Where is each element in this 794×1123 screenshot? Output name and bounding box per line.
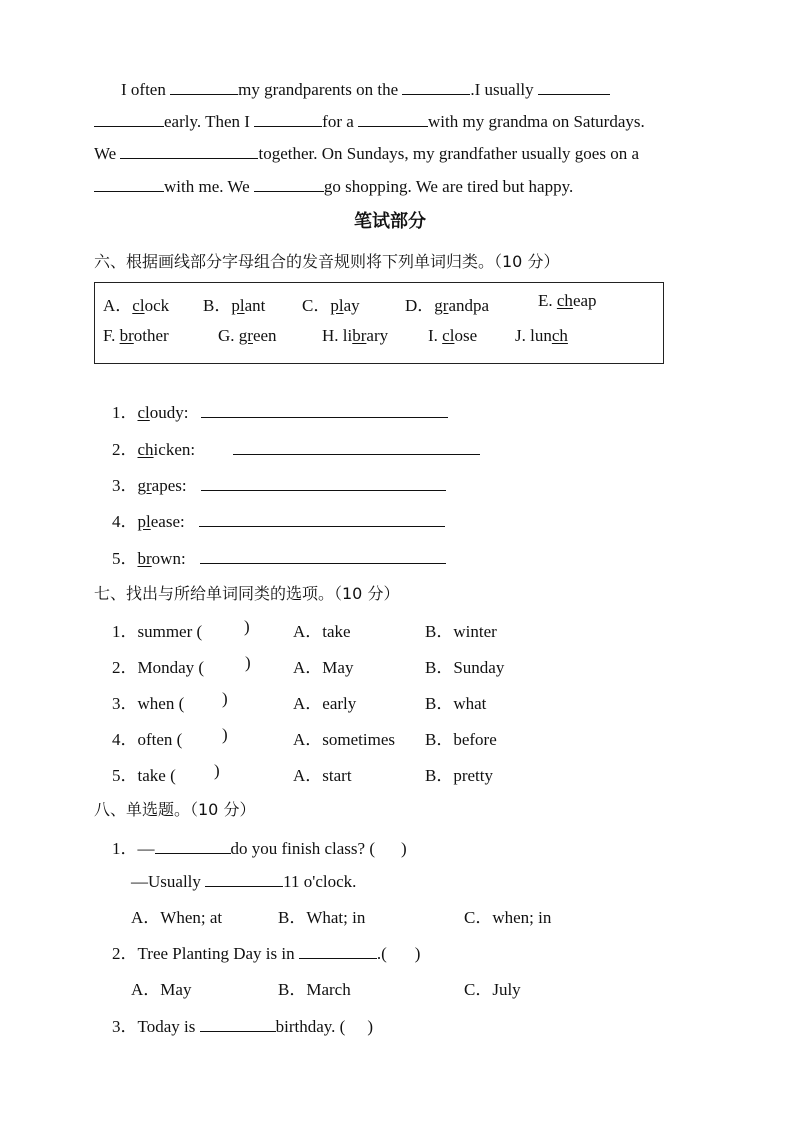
- q7-option-a[interactable]: A．sometimes: [293, 730, 395, 749]
- q6-heading: 六、根据画线部分字母组合的发音规则将下列单词归类。（10 分）: [94, 252, 560, 271]
- answer-line[interactable]: [201, 417, 448, 418]
- passage-line-2: early. Then I for a with my grandma on Saturdays.: [94, 109, 645, 132]
- q7-option-a[interactable]: A．start: [293, 766, 352, 785]
- q7-word: 1．summer (: [112, 622, 203, 641]
- q6-option: A．clock: [103, 296, 170, 315]
- q8-q1-option-b[interactable]: B．What; in: [278, 908, 366, 927]
- q6-item: 1．cloudy:: [112, 403, 189, 422]
- passage-line-4: with me. We go shopping. We are tired but happy.: [94, 174, 573, 197]
- answer-blank[interactable]: [94, 174, 164, 192]
- answer-blank[interactable]: [358, 109, 428, 127]
- underlined-letters: gr: [137, 476, 152, 495]
- q7-word: 5．take (: [112, 766, 176, 785]
- underlined-letters: cl: [132, 296, 145, 315]
- answer-blank[interactable]: [254, 109, 322, 127]
- q8-question-2: 2．Tree Planting Day is in .( ): [112, 939, 420, 964]
- q7-option-a[interactable]: A．take: [293, 622, 351, 641]
- q6-option: J. lunch: [515, 326, 568, 345]
- q7-option-a[interactable]: A．May: [293, 658, 354, 677]
- underlined-letters: ch: [137, 440, 154, 459]
- underlined-letters: cl: [442, 326, 455, 345]
- q7-answer-paren[interactable]: ): [244, 617, 250, 636]
- q8-heading: 八、单选题。（10 分）: [94, 800, 256, 819]
- answer-line[interactable]: [199, 526, 445, 527]
- answer-blank[interactable]: [94, 109, 164, 127]
- q7-answer-paren[interactable]: ): [214, 761, 220, 780]
- underlined-letters: br: [119, 326, 134, 345]
- answer-blank[interactable]: [170, 77, 238, 95]
- q7-word: 4．often (: [112, 730, 183, 749]
- q6-item: 3．grapes:: [112, 476, 187, 495]
- underlined-letters: gr: [434, 296, 449, 315]
- q7-option-b[interactable]: B．Sunday: [425, 658, 505, 677]
- answer-line[interactable]: [201, 490, 446, 491]
- passage-line-1: I often my grandparents on the .I usually: [121, 77, 610, 100]
- q7-heading: 七、找出与所给单词同类的选项。（10 分）: [94, 584, 400, 603]
- q7-word: 2．Monday (: [112, 658, 205, 677]
- q8-question-3: 3．Today is birthday. ( ): [112, 1012, 373, 1037]
- q6-option: D．grandpa: [405, 296, 490, 315]
- underlined-letters: gr: [238, 326, 253, 345]
- q7-option-b[interactable]: B．what: [425, 694, 487, 713]
- answer-blank[interactable]: [200, 1014, 276, 1032]
- q7-option-b[interactable]: B．before: [425, 730, 497, 749]
- q7-answer-paren[interactable]: ): [245, 653, 251, 672]
- underlined-letters: pl: [231, 296, 245, 315]
- q7-option-a[interactable]: A．early: [293, 694, 357, 713]
- q6-item: 5．brown:: [112, 549, 186, 568]
- underlined-letters: ch: [556, 291, 573, 310]
- answer-blank[interactable]: [538, 77, 610, 95]
- answer-blank[interactable]: [205, 869, 283, 887]
- q6-option: I. close: [428, 326, 478, 345]
- answer-blank[interactable]: [299, 941, 377, 959]
- underlined-letters: ch: [551, 326, 568, 345]
- answer-blank[interactable]: [402, 77, 470, 95]
- q6-item: 2．chicken:: [112, 440, 196, 459]
- q8-q1-option-a[interactable]: A．When; at: [131, 908, 223, 927]
- q7-option-b[interactable]: B．winter: [425, 622, 497, 641]
- q6-option: G. green: [218, 326, 277, 345]
- answer-line[interactable]: [233, 454, 480, 455]
- underlined-letters: pl: [137, 512, 151, 531]
- passage-line-3: We together. On Sundays, my grandfather usually goes on a: [94, 141, 639, 164]
- q8-q2-option-a[interactable]: A．May: [131, 980, 192, 999]
- underlined-letters: pl: [330, 296, 344, 315]
- q8-question-1-reply: —Usually 11 o'clock.: [131, 869, 356, 892]
- section-title: 笔试部分: [354, 211, 426, 232]
- answer-blank[interactable]: [120, 141, 258, 159]
- q6-option: F. brother: [103, 326, 169, 345]
- underlined-letters: br: [352, 326, 367, 345]
- q8-q2-option-c[interactable]: C．July: [464, 980, 521, 999]
- q8-q2-option-b[interactable]: B．March: [278, 980, 351, 999]
- q7-answer-paren[interactable]: ): [222, 725, 228, 744]
- q8-q1-option-c[interactable]: C．when; in: [464, 908, 552, 927]
- q6-option: B．plant: [203, 296, 266, 315]
- q6-option: E. cheap: [538, 291, 597, 310]
- q7-answer-paren[interactable]: ): [222, 689, 228, 708]
- q6-item: 4．please:: [112, 512, 185, 531]
- answer-blank[interactable]: [254, 174, 324, 192]
- q7-option-b[interactable]: B．pretty: [425, 766, 493, 785]
- q8-question-1: 1．— do you finish class? ( ): [112, 834, 407, 859]
- q7-word: 3．when (: [112, 694, 185, 713]
- underlined-letters: cl: [137, 403, 150, 422]
- answer-line[interactable]: [200, 563, 446, 564]
- underlined-letters: br: [137, 549, 152, 568]
- answer-blank[interactable]: [155, 836, 231, 854]
- q6-option: H. library: [322, 326, 389, 345]
- q6-option: C．play: [302, 296, 360, 315]
